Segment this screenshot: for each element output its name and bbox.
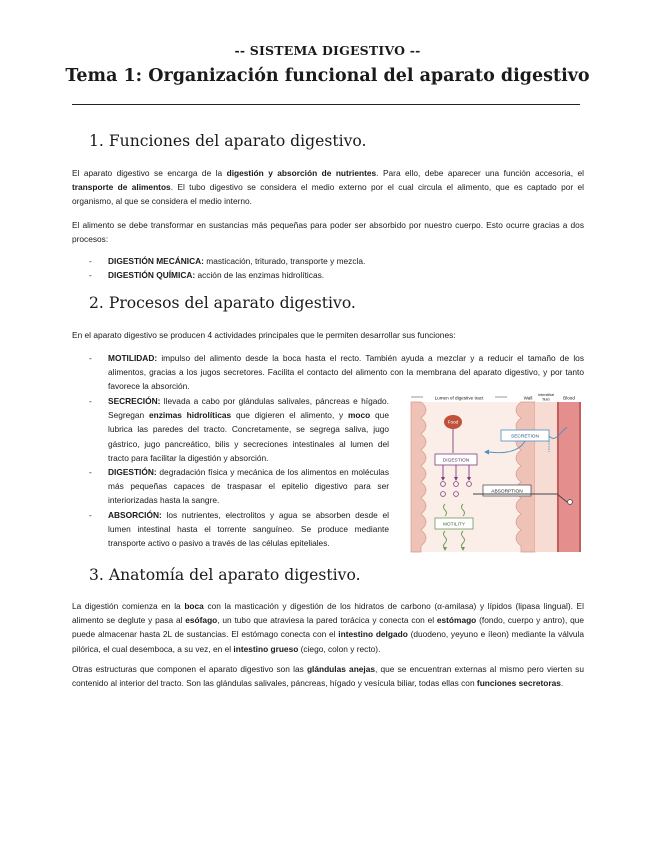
text-run: En el aparato digestivo se producen 4 actividades principales que le permiten desarrollar sus funciones: [72, 330, 456, 340]
bold-text: moco [348, 410, 371, 421]
bold-text: boca [184, 601, 204, 611]
bold-text: esófago [185, 615, 218, 626]
text-run: llevada a cabo por glándulas salivales, páncreas e hígado. Segregan [108, 396, 389, 421]
text-run: . El tubo digestivo se considera el medio externo por el cual circula el alimento, que es captado por el organismo, al que se considera el medio interno. [72, 182, 584, 207]
bold-text: estómago [436, 615, 477, 626]
bold-text: digestión y absorción de nutrientes [226, 168, 377, 178]
header-interstitial-label: Interstitial [537, 393, 555, 397]
bold-text: SECRECIÓN: [108, 396, 161, 406]
header-interstitial-label: fluid [542, 397, 550, 402]
text-run: La digestión comienza en la [72, 601, 185, 611]
absorption-label: ABSORPTION [491, 489, 523, 495]
motility-label: MOTILITY [442, 522, 466, 528]
document-kicker: -- SISTEMA DIGESTIVO -- [234, 43, 421, 58]
text-run: impulso del alimento desde la boca hasta el recto. También ayuda a mezclar y a reducir el tamaño de los alimentos, gracias a los jugos secretores. Facilita el contacto del alimento con la membrana del aparato digestivo, y por tanto favorece la absorción. [108, 353, 584, 392]
text-run: Otras estructuras que componen el aparato digestivo son las [72, 664, 307, 674]
document-title: Tema 1: Organización funcional del aparato digestivo [65, 66, 590, 86]
text-run: , que se encuentran externas al mismo pero vierten su contenido al interior del tracto. Son las glándulas salivales, páncreas, hígado y vesícula biliar, todas ellas con [72, 664, 584, 689]
section-1-heading: 1. Funciones del aparato digestivo. [89, 132, 367, 150]
list-item-text [108, 268, 584, 282]
bold-text: glándulas anejas [306, 664, 376, 674]
header-lumen-label: Lumen of digestive tract [434, 395, 484, 401]
text-run: El alimento se debe transformar en sustancias más pequeñas para poder ser absorbido por nuestro cuerpo. Esto ocurre gracias a dos procesos: [72, 220, 584, 245]
bold-text: ABSORCIÓN: [108, 510, 162, 520]
list-item-text [108, 465, 389, 508]
text-run: que digieren el alimento, y [231, 410, 348, 421]
list-item-text [108, 351, 584, 394]
text-run: acción de las enzimas hidrolíticas. [195, 270, 325, 280]
secretion-label: SECRETION [511, 434, 539, 440]
text-run: los nutrientes, electrolitos y agua se absorben desde el lumen intestinal hasta el torrente sanguíneo. Se produce mediante transporte activo o pasivo a través de las células epiteliales. [108, 510, 389, 549]
interstitial-region [535, 402, 557, 552]
section-3-heading: 3. Anatomía del aparato digestivo. [89, 566, 361, 584]
document-page: -- SISTEMA DIGESTIVO -- Tema 1: Organización funcional del aparato digestivo 1. Funciones del aparato digestivo. El aparato digestivo se encarga de la digestión y absorción de nutrientes. Para ello, debe aparecer una función accesoria, el transporte de alimentos. El tubo digestivo se considera el medio externo por el cual circula el alimento, que es captado por el organismo, al que se considera el medio interno. El alimento se debe transformar en sustancias más pequeñas para poder ser absorbido por nuestro cuerpo. Esto ocurre gracias a dos procesos: - DIGESTIÓN MECÁNICA: masticación, triturado, transporte y mezcla. - DIGESTIÓN QUÍMICA: acción de las enzimas hidrolíticas. 2. Procesos del aparato digestivo. En el aparato digestivo se producen 4 actividades principales que le permiten desarrollar sus funciones: - MOTILIDAD: impulso del alimento desde la boca hasta el recto. También ayuda a mezclar y a reducir el tamaño de los alimentos, gracias a los jugos secretores. Facilita el contacto del alimento con la membrana del aparato digestivo, y por tanto favorece la absorción. - SECRECIÓN: llevada a cabo por glándulas salivales, páncreas e hígado. Segregan enzimas hidrolíticas que digieren el alimento, y moco que lubrica las paredes del tracto. Concretamente, se segrega saliva, jugo gástrico, jugo pancreático, bilis y secreciones intestinales al lumen del tracto para facilitar la digestión y absorción. - DIGESTIÓN: degradación física y mecánica de los alimentos en moléculas más pequeñas capaces de traspasar el epitelio digestivo para ser interiorizadas hasta la sangre. - ABSORCIÓN: los nutrientes, electrolitos y agua se absorben desde el lumen intestinal hasta el torrente sanguíneo. Se produce mediante transporte activo o pasivo a través de las células epiteliales. Lumen of digestive tract Wall Interstitial fluid Blood Food SECRETION DIGESTION ABSORPTION MOTILITY 3. Anatomía del aparato digestivo. La digestión comienza en la boca con la masticación y digestión de los hidratos de carbono (α-amilasa) y lípidos (lipasa lingual). El alimento se deglute y pasa al esófago, un tubo que atraviesa la pared torácica y conecta con el estómago (fondo, cuerpo y antro), que puede almacenar hasta 2L de sustancias. El estómago conecta con el intestino delgado (duodeno, yeyuno e íleon) mediante la válvula pilórica, el cual desemboca, a su vez, en el intestino grueso (ciego, colon y recto). Otras estructuras que componen el aparato digestivo son las glándulas anejas, que se encuentran externas al mismo pero vierten su contenido al interior del tracto. Son las glándulas salivales, páncreas, hígado y vesícula biliar, todas ellas con funciones secretoras. [0, 0, 655, 848]
text-run: degradación física y mecánica de los alimentos en moléculas más pequeñas capaces de traspasar el epitelio digestivo para ser interiorizadas hasta la sangre. [108, 467, 389, 506]
text-run: (ciego, colon y recto). [298, 643, 381, 654]
food-label: Food [447, 419, 459, 425]
bold-text: DIGESTIÓN: [108, 467, 157, 477]
bold-text: enzimas hidrolíticas [148, 410, 232, 421]
bold-text: DIGESTIÓN MECÁNICA: [108, 256, 204, 266]
text-run: El aparato digestivo se encarga de la [72, 168, 227, 178]
header-blood-label: Blood [563, 395, 575, 401]
section-1-paragraph-2 [72, 218, 584, 246]
text-run: con la masticación y digestión de los hidratos de carbono (α-amilasa) y lípidos (lipasa lingual). El alimento se deglute y pasa al [72, 601, 584, 626]
text-run: masticación, triturado, transporte y mezcla. [203, 256, 366, 266]
section-3-paragraph-1 [72, 599, 584, 656]
bold-text: transporte de alimentos [72, 182, 171, 193]
section-2-intro [72, 328, 584, 342]
bold-text: funciones secretoras [476, 678, 561, 689]
blood-vessel [557, 402, 581, 552]
text-run: (duodeno, yeyuno e íleon) mediante la válvula pilórica, el cual desemboca, a su vez, en el [72, 629, 584, 654]
bold-text: intestino delgado [338, 629, 408, 640]
section-3-paragraph-2 [72, 662, 584, 690]
section-2-heading: 2. Procesos del aparato digestivo. [89, 294, 356, 312]
section-1-paragraph-1 [72, 166, 584, 209]
list-item-text [108, 254, 584, 268]
text-run: (fondo, cuerpo y antro), que puede almacenar hasta 2L de sustancias. El estómago conecta con el [72, 615, 584, 640]
text-run: . [560, 678, 564, 689]
list-item-text [108, 508, 389, 551]
text-run: que lubrica las paredes del tracto. Concretamente, se segrega saliva, jugo gástrico, jugo pancreático, bilis y secreciones intestinales al lumen del tracto para facilitar la digestión y absorción. [108, 410, 389, 463]
lumen-region [411, 402, 521, 552]
bold-text: DIGESTIÓN QUÍMICA: [108, 270, 196, 280]
digestive-processes-figure [407, 392, 585, 554]
list-item-text [108, 394, 389, 465]
title-divider [72, 104, 580, 105]
absorbed-particle [568, 500, 573, 505]
header-wall-label: Wall [523, 395, 533, 401]
bold-text: intestino grueso [233, 643, 299, 654]
text-run: . Para ello, debe aparecer una función accesoria, el [376, 168, 584, 178]
digestion-label: DIGESTION [442, 458, 470, 464]
text-run: , un tubo que atraviesa la pared torácica y conecta con el [217, 615, 437, 626]
bold-text: MOTILIDAD: [108, 353, 158, 363]
